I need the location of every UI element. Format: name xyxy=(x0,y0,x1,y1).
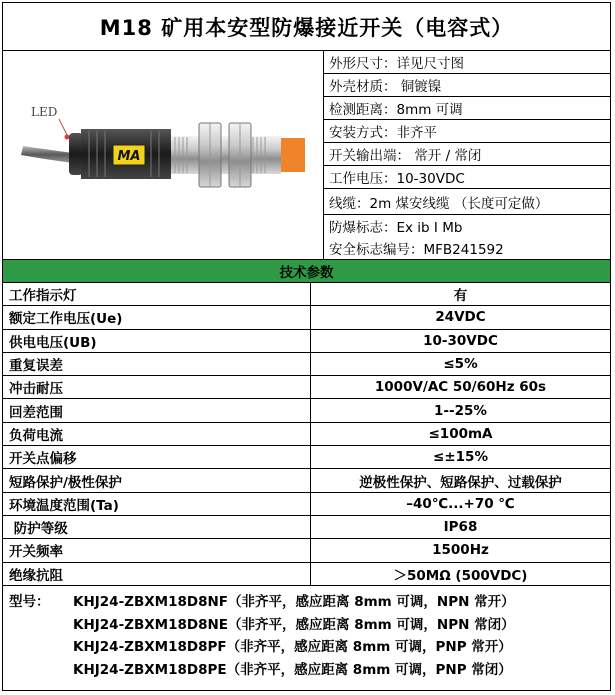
table-row xyxy=(3,330,610,353)
param-value: ≤100mA xyxy=(428,425,493,442)
tech-params-header: 技术参数 xyxy=(3,260,610,283)
table-row xyxy=(3,493,610,516)
sensor-illustration xyxy=(3,51,323,259)
table-row xyxy=(3,423,610,446)
rear-cap xyxy=(69,133,83,175)
list-item xyxy=(9,656,610,679)
table-row xyxy=(3,563,610,586)
table-row xyxy=(3,469,610,492)
model-item: KHJ24-ZBXM18D8NF（非齐平，感应距离 8mm 可调，NPN 常开） xyxy=(73,594,515,611)
spec-explosion-mark: 防爆标志：Ex ib I Mb xyxy=(329,220,463,236)
param-value: 逆极性保护、短路保护、过载保护 xyxy=(359,474,562,491)
table-row xyxy=(3,353,610,376)
product-overview xyxy=(3,51,610,260)
list-item xyxy=(9,634,610,657)
product-image xyxy=(3,51,324,259)
ma-logo-text: MA xyxy=(117,149,141,164)
param-key: 工作指示灯 xyxy=(3,283,311,305)
model-label: 型号： xyxy=(9,594,50,611)
table-row xyxy=(3,516,610,539)
list-item xyxy=(9,611,610,634)
param-value: 1500Hz xyxy=(432,542,489,559)
table-row xyxy=(3,283,610,306)
spec-housing-material: 外壳材质： 铜镀镍 xyxy=(324,74,610,97)
spec-dimensions: 外形尺寸：详见尺寸图 xyxy=(324,51,610,74)
param-key: 重复误差 xyxy=(3,353,311,375)
table-row xyxy=(3,376,610,399)
params-table xyxy=(3,283,610,586)
led-pointer xyxy=(59,119,67,135)
param-value: 1--25% xyxy=(434,402,487,419)
param-value: –40℃...+70 ℃ xyxy=(406,495,515,512)
param-value: IP68 xyxy=(443,519,478,536)
param-value: 1000V/AC 50/60Hz 60s xyxy=(374,379,547,396)
model-item: KHJ24-ZBXM18D8NE（非齐平，感应距离 8mm 可调，NPN 常闭） xyxy=(73,616,515,633)
spec-output: 开关输出端： 常开 / 常闭 xyxy=(324,143,610,166)
list-item xyxy=(9,589,610,612)
param-key: 短路保护/极性保护 xyxy=(3,469,311,491)
table-row xyxy=(3,306,610,329)
param-key: 环境温度范围(Ta) xyxy=(3,493,311,515)
model-list xyxy=(3,586,610,679)
cable xyxy=(21,146,73,163)
param-value: 有 xyxy=(453,288,468,305)
table-row xyxy=(3,539,610,562)
model-item: KHJ24-ZBXM18D8PE（非齐平，感应距离 8mm 可调，PNP 常闭） xyxy=(73,661,512,678)
table-row xyxy=(3,399,610,422)
param-value: 10-30VDC xyxy=(423,332,498,349)
spec-cable: 线缆：2m 煤安线缆 （长度可定做） xyxy=(324,189,610,215)
param-key: 绝缘抗阻 xyxy=(3,563,311,585)
page-title: M18 矿用本安型防爆接近开关（电容式） xyxy=(3,3,610,51)
param-key: 冲击耐压 xyxy=(3,376,311,398)
model-item: KHJ24-ZBXM18D8PF（非齐平，感应距离 8mm 可调，PNP 常开） xyxy=(73,639,512,656)
table-row xyxy=(3,446,610,469)
param-key: 额定工作电压(Ue) xyxy=(3,306,311,328)
spec-detect-distance: 检测距离：8mm 可调 xyxy=(324,97,610,120)
param-key: 负荷电流 xyxy=(3,423,311,445)
led-indicator-icon xyxy=(65,135,70,140)
param-key: 防护等级 xyxy=(3,516,311,538)
spec-voltage: 工作电压：10-30VDC xyxy=(324,166,610,189)
param-key: 开关频率 xyxy=(3,539,311,561)
spec-safety-number: 安全标志编号：MFB241592 xyxy=(329,242,504,258)
param-key: 开关点偏移 xyxy=(3,446,311,468)
param-value: ≤±15% xyxy=(433,449,488,466)
spec-list xyxy=(324,51,610,259)
spec-mounting: 安装方式：非齐平 xyxy=(324,120,610,143)
sensing-face xyxy=(281,138,305,172)
datasheet xyxy=(2,2,611,691)
param-value: ≤5% xyxy=(443,356,478,373)
led-label: LED xyxy=(31,105,58,119)
param-key: 供电电压(UB) xyxy=(3,330,311,352)
param-value: 24VDC xyxy=(435,309,486,326)
param-value: ＞50MΩ (500VDC) xyxy=(393,567,528,584)
param-key: 回差范围 xyxy=(3,399,311,421)
